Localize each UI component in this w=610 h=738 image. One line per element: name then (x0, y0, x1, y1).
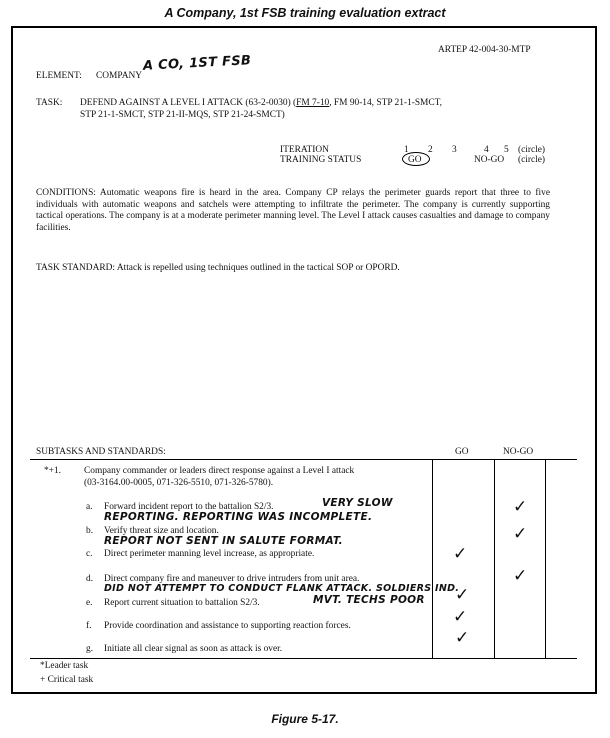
task-text-rest: , FM 90-14, STP 21-1-SMCT, (329, 98, 443, 108)
subtask-b-note: REPORT NOT SENT IN SALUTE FORMAT. (104, 535, 343, 547)
subtask-b-letter: b. (86, 526, 94, 536)
check-mark-icon: ✓ (453, 607, 468, 627)
subtasks-header: SUBTASKS AND STANDARDS: (36, 447, 166, 457)
task-standard-label: TASK STANDARD: (36, 263, 115, 273)
legend-leader-task: *Leader task (40, 661, 89, 671)
iteration-4: 4 (484, 145, 489, 155)
subtask-e-note: MVT. TECHS POOR (313, 594, 425, 606)
subtask-d-letter: d. (86, 574, 94, 584)
main-task-line-2: (03-3164.00-0005, 071-326-5510, 071-326-5780). (84, 478, 274, 488)
conditions-label: CONDITIONS: (36, 188, 96, 198)
subtask-d-note: DID NOT ATTEMPT TO CONDUCT FLANK ATTACK. SOLDIERS IND. (104, 583, 460, 594)
subtask-c-text: Direct perimeter manning level increase, as appropriate. (104, 549, 315, 559)
figure-title: A Company, 1st FSB training evaluation extract (164, 6, 446, 20)
subtask-b-text: Verify threat size and location. (104, 526, 219, 536)
iteration-2: 2 (428, 145, 433, 155)
element-label: ELEMENT: (36, 71, 82, 81)
subtask-a-letter: a. (86, 502, 93, 512)
task-line-2: STP 21-1-SMCT, STP 21-II-MQS, STP 21-24-SMCT) (80, 110, 285, 120)
element-value: COMPANY (96, 71, 143, 81)
task-text: DEFEND AGAINST A LEVEL I ATTACK (63-2-0030) ( (80, 98, 297, 108)
subtask-g-letter: g. (86, 644, 94, 654)
check-mark-icon: ✓ (513, 524, 528, 544)
check-mark-icon: ✓ (453, 544, 468, 564)
subtask-e-letter: e. (86, 598, 93, 608)
table-bottom-rule (30, 658, 577, 659)
iteration-1: 1 (404, 145, 409, 155)
training-status-label: TRAINING STATUS (280, 155, 362, 165)
subtask-d-text: Direct company fire and maneuver to drive intruders from unit area. (104, 574, 360, 584)
legend-critical-task: + Critical task (40, 675, 94, 685)
training-status-go: GO (408, 155, 422, 165)
check-mark-icon: ✓ (513, 566, 528, 586)
conditions-text: Automatic weapons fire is heard in the area. Company CP relays the perimeter guards report that three to five individuals with automatic weapons and satchels were attempting to infiltrate the perimeter. The company is currently supporting tactical operations. The company is at a moderate perimeter manning level. The Level I attack causes casualties and damage to company facilities. (36, 188, 550, 233)
main-task-line-1: Company commander or leaders direct response against a Level I attack (84, 466, 355, 476)
task-fm-reference: FM 7-10 (296, 98, 330, 108)
check-mark-icon: ✓ (455, 628, 470, 648)
task-standard-text: Attack is repelled using techniques outlined in the tactical SOP or OPORD. (116, 263, 400, 273)
iteration-5: 5 (504, 145, 509, 155)
iteration-label: ITERATION (280, 145, 329, 155)
nogo-column-header: NO-GO (503, 447, 534, 457)
subtask-e-text: Report current situation to battalion S2/3. (104, 598, 260, 608)
task-line-1 (80, 98, 442, 108)
subtask-a-note: VERY SLOW (322, 497, 393, 509)
subtask-g-text: Initiate all clear signal as soon as attack is over. (104, 644, 283, 654)
task-standard (36, 263, 400, 273)
artep-reference: ARTEP 42-004-30-MTP (438, 45, 531, 55)
check-mark-icon: ✓ (513, 497, 528, 517)
subtask-a-text: Forward incident report to the battalion S2/3. (104, 502, 274, 512)
subtask-c-letter: c. (86, 549, 93, 559)
conditions-paragraph (36, 188, 550, 234)
subtask-f-letter: f. (86, 621, 92, 631)
figure-number: Figure 5-17. (271, 712, 339, 726)
iteration-3: 3 (452, 145, 457, 155)
handwritten-element: A CO, 1ST FSB (142, 53, 252, 74)
task-label: TASK: (36, 98, 63, 108)
subtask-f-text: Provide coordination and assistance to supporting reaction forces. (104, 621, 351, 631)
subtask-a-note-2: REPORTING. REPORTING WAS INCOMPLETE. (104, 511, 373, 523)
nogo-column (495, 459, 546, 659)
training-status-note: (circle) (518, 155, 546, 165)
go-column-header: GO (455, 447, 469, 457)
check-mark-icon: ✓ (455, 585, 470, 605)
iteration-note: (circle) (518, 145, 546, 155)
training-status-nogo: NO-GO (474, 155, 505, 165)
main-task-marker: *+1. (44, 466, 62, 476)
